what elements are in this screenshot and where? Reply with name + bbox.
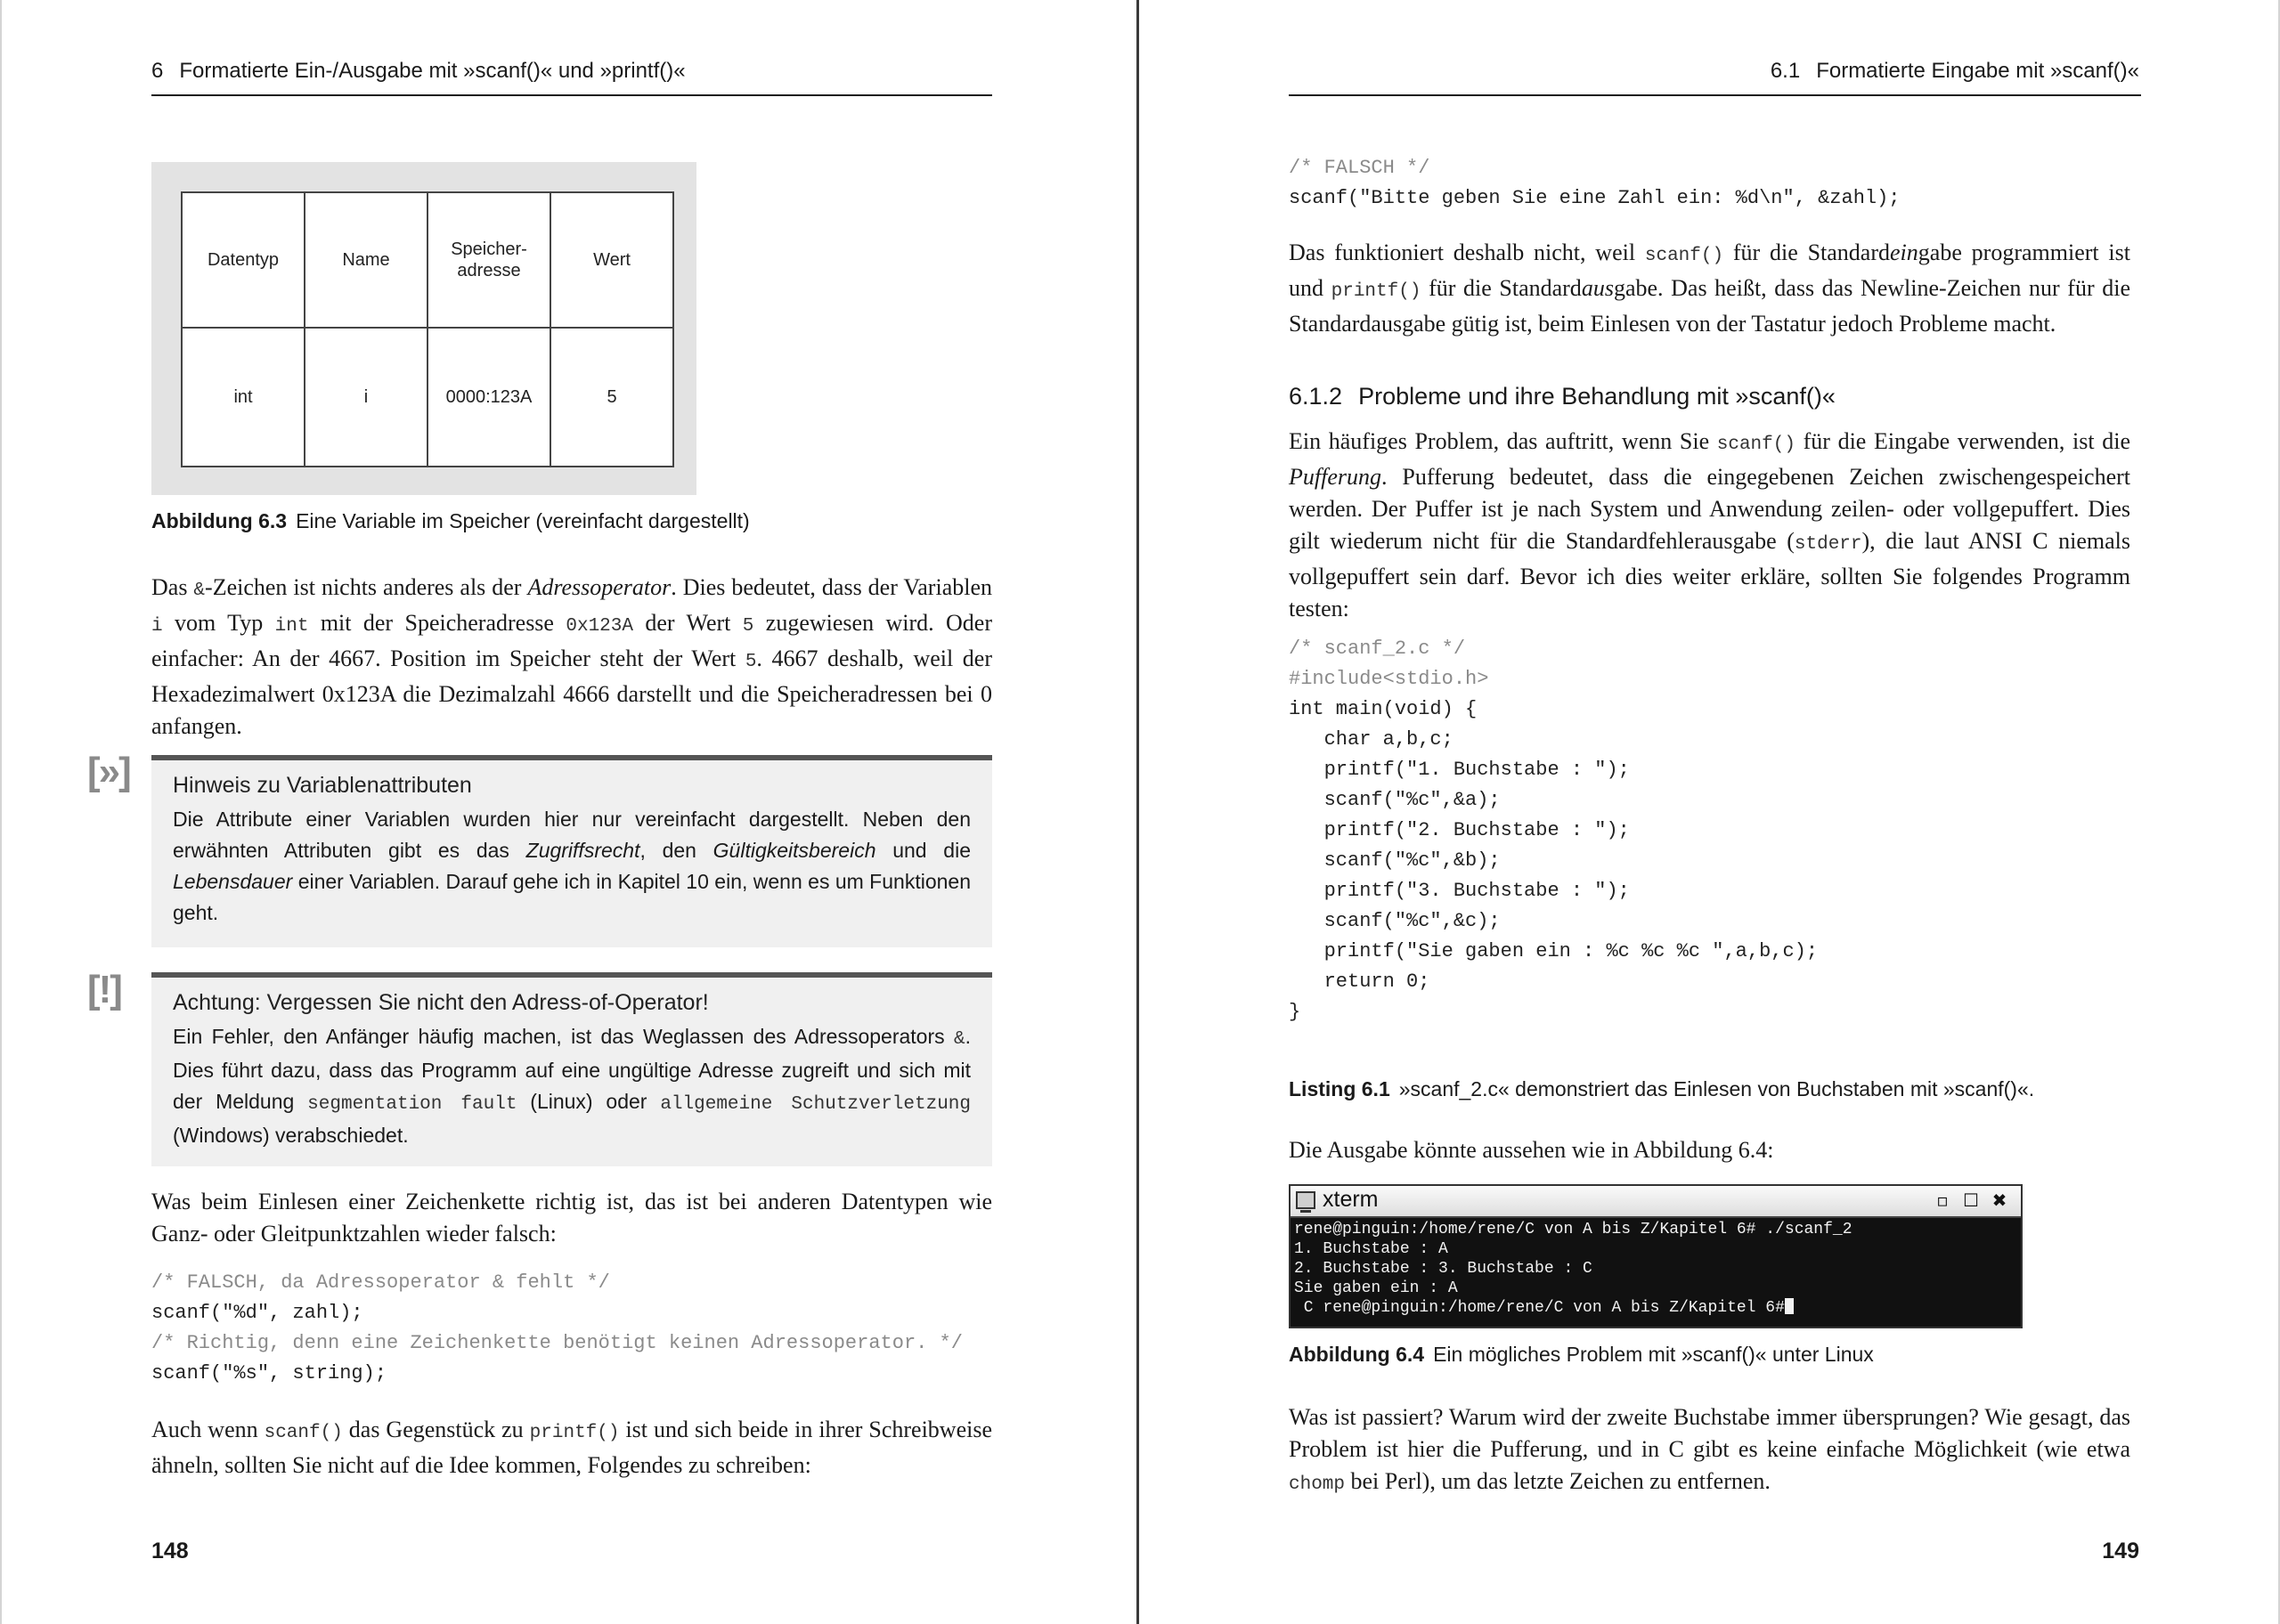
text: , den (639, 839, 713, 862)
code-line: printf("Sie gaben ein : %c %c %c ",a,b,c); (1289, 940, 1819, 962)
code-text: scanf("%s", string); (151, 1362, 387, 1384)
paragraph: Was beim Einlesen einer Zeichenkette richtig ist, das ist bei anderen Datentypen wie Ganz- oder Gleitpunktzahlen wieder falsch: (151, 1189, 992, 1246)
text: Auch wenn (151, 1417, 265, 1442)
table-cell: i (305, 328, 428, 467)
code-comment: /* Richtig, denn eine Zeichenkette benötigt keinen Adressoperator. */ (151, 1332, 963, 1354)
inline-code: printf() (1331, 281, 1421, 302)
chapter-number: 6 (151, 59, 164, 83)
running-head (151, 59, 686, 84)
code-line: /* scanf_2.c */ (1289, 637, 1466, 660)
header-rule (151, 94, 992, 96)
code-line: printf("1. Buchstabe : "); (1289, 759, 1630, 781)
code-line: scanf("%c",&b); (1289, 849, 1501, 872)
terminal-line: 1. Buchstabe : A (1294, 1240, 1448, 1258)
emphasis: ein (1890, 240, 1918, 265)
code-line: scanf("Bitte geben Sie eine Zahl ein: %d\n", &zahl); (1289, 187, 1901, 209)
emphasis: Zugriffsrecht (525, 839, 640, 862)
inline-code: stderr (1794, 534, 1862, 555)
inline-code: i (151, 616, 163, 637)
caption-text: »scanf_2.c« demonstriert das Einlesen von Buchstaben mit »scanf()«. (1398, 1077, 2035, 1100)
hint-box (151, 755, 992, 947)
xterm-titlebar (1291, 1186, 2021, 1218)
terminal-line: Sie gaben ein : A (1294, 1279, 1458, 1297)
page-number: 148 (151, 1539, 189, 1563)
text: gabe. Das heißt, dass das Newline-Zeichen nur für die Standardausgabe gütig ist, beim Einlesen von der Tastatur jedoch Probleme macht. (1289, 275, 2131, 337)
code-line (151, 1359, 963, 1389)
warning-icon: [!] (87, 968, 121, 1011)
code-line: return 0; (1289, 970, 1430, 993)
paragraph (1289, 1401, 2130, 1501)
left-page (0, 0, 1138, 1624)
terminal-cursor (1785, 1298, 1794, 1314)
inline-code: allgemeine Schutzverletzung (660, 1094, 972, 1115)
warning-text (173, 1021, 971, 1151)
close-icon[interactable]: ✖ (1991, 1190, 2007, 1211)
caption-label: Abbildung 6.4 (1289, 1343, 1425, 1366)
emphasis: Gültigkeitsbereich (712, 839, 876, 862)
text: gabe programmiert ist und (1289, 240, 2130, 301)
text: bei Perl), um das letzte Zeichen zu entfernen. (1345, 1468, 1771, 1494)
paragraph (151, 572, 992, 743)
inline-code: scanf() (1644, 246, 1724, 266)
inline-code: & (954, 1029, 965, 1050)
caption-text: Eine Variable im Speicher (vereinfacht dargestellt) (296, 509, 750, 532)
header-rule (1289, 94, 2141, 96)
code-comment: /* FALSCH */ (1289, 157, 1430, 179)
emphasis: Lebensdauer (173, 870, 293, 893)
header-address-l2: adresse (457, 261, 521, 280)
emphasis: Pufferung (1289, 464, 1381, 490)
text: und die (875, 839, 971, 862)
inline-code: 0x123A (566, 616, 633, 637)
hint-title: Hinweis zu Variablenattributen (173, 773, 472, 798)
page-number: 149 (2102, 1539, 2139, 1563)
code-line (151, 1298, 963, 1328)
code-line: #include<stdio.h> (1289, 668, 1489, 690)
code-line: char a,b,c; (1289, 728, 1454, 751)
chapter-title: Formatierte Ein-/Ausgabe mit »scanf()« und »printf()« (179, 59, 686, 83)
emphasis: Adressoperator (527, 574, 672, 600)
text: ist und sich beide in ihrer Schreibweise ähneln, sollten Sie nicht auf die Idee kommen, Folgendes zu schreiben: (151, 1417, 992, 1478)
text: . Dies führt dazu, dass das Programm auf eine ungültige Adresse zugreift und sich mit der Meldung (173, 1025, 971, 1113)
inline-code: scanf() (264, 1423, 343, 1443)
terminal-line: 2. Buchstabe : 3. Buchstabe : C (1294, 1260, 1592, 1278)
text: Was ist passiert? Warum wird der zweite Buchstabe immer übersprungen? Wie gesagt, das Problem ist hier die Pufferung, und in C gibt es keine einfache Möglichkeit (wie etwa (1289, 1404, 2130, 1462)
caption-text: Ein mögliches Problem mit »scanf()« unter Linux (1433, 1343, 1874, 1366)
warning-box (151, 972, 992, 1166)
text: . Dies bedeutet, dass der Variablen (671, 574, 992, 600)
text: (Linux) oder (517, 1090, 661, 1113)
text: der Wert (633, 610, 743, 636)
code-text: scanf("%d", zahl); (151, 1302, 363, 1324)
text: ), die laut ANSI C niemals vollgepuffert sein darf. Bevor ich dies weiter erkläre, sollten Sie folgendes Programm testen: (1289, 528, 2130, 621)
table-header: Name (305, 192, 428, 328)
inline-code: 5 (745, 652, 757, 672)
table-header: Wert (550, 192, 673, 328)
text: für die Standard (1723, 240, 1891, 265)
table-header: Datentyp (182, 192, 305, 328)
warning-title: Achtung: Vergessen Sie nicht den Adress-of-Operator! (173, 990, 709, 1015)
paragraph (1289, 426, 2130, 625)
text: vom Typ (162, 610, 275, 636)
code-line (151, 1268, 963, 1298)
listing-caption (1289, 1077, 2034, 1101)
table-cell: 0000:123A (428, 328, 550, 467)
code-line: scanf("%c",&a); (1289, 789, 1501, 811)
code-line: printf("2. Buchstabe : "); (1289, 819, 1630, 841)
code-listing (1289, 634, 1818, 1027)
text: das Gegenstück zu (342, 1417, 530, 1442)
header-address-l1: Speicher- (451, 240, 527, 259)
figure-variable-in-memory (151, 162, 696, 495)
hint-text (173, 804, 971, 929)
inline-code: chomp (1289, 1474, 1346, 1495)
table-cell: 5 (550, 328, 673, 467)
code-block (151, 1268, 963, 1389)
code-line: } (1289, 1001, 1301, 1023)
section-number: 6.1 (1770, 59, 1801, 83)
text: . Pufferung bedeutet, dass die eingegebenen Zeichen zwischengespeichert werden. Der Puffer ist je nach System und Anwendung zeilen- oder vollgepuffert. Dies gilt wiederum nicht für die Standardfehlerausgabe ( (1289, 464, 2130, 554)
text: . 4667 deshalb, weil der Hexadezimalwert 0x123A die Dezimalzahl 4666 darstellt und die Speicheradressen bei 0 anfangen. (151, 646, 992, 739)
terminal-prompt: C rene@pinguin:/home/rene/C von A bis Z/Kapitel 6# (1294, 1299, 1785, 1317)
running-head (1771, 59, 2139, 84)
xterm-title: xterm (1323, 1187, 1379, 1212)
emphasis: aus (1581, 275, 1614, 301)
section-heading-title: Probleme und ihre Behandlung mit »scanf()« (1358, 383, 1836, 410)
text: (Windows) verabschiedet. (173, 1124, 409, 1147)
section-heading-number: 6.1.2 (1289, 383, 1343, 410)
code-comment: /* FALSCH, da Adressoperator & fehlt */ (151, 1271, 610, 1294)
minimize-icon[interactable]: ▫ (1936, 1190, 1949, 1211)
text: für die Standard (1421, 275, 1582, 301)
text: zugewiesen wird. Oder einfacher: An der 4667. Position im Speicher steht der Wert (151, 610, 993, 671)
xterm-window (1289, 1184, 2023, 1328)
paragraph (151, 1414, 992, 1482)
inline-code: scanf() (1716, 434, 1796, 455)
hint-icon: [»] (87, 750, 130, 793)
caption-label: Abbildung 6.3 (151, 509, 288, 532)
figure-caption (1289, 1343, 1874, 1367)
inline-code: segmentation fault (307, 1094, 517, 1115)
inline-code: & (193, 581, 206, 601)
code-line: int main(void) { (1289, 698, 1478, 720)
section-title: Formatierte Eingabe mit »scanf()« (1816, 59, 2139, 83)
code-block (1289, 153, 1901, 214)
text: für die Eingabe verwenden, ist die (1795, 428, 2130, 454)
code-line: printf("3. Buchstabe : "); (1289, 880, 1630, 902)
caption-label: Listing 6.1 (1289, 1077, 1390, 1100)
memory-table (181, 191, 674, 467)
text: Das (151, 574, 194, 600)
text: Das funktioniert deshalb nicht, weil (1289, 240, 1645, 265)
book-spine (1136, 0, 1139, 1624)
text: einer Variablen. Darauf gehe ich in Kapitel 10 ein, wenn es um Funktionen geht. (173, 870, 971, 924)
inline-code: int (274, 616, 309, 637)
code-line: scanf("%c",&c); (1289, 910, 1501, 932)
maximize-icon[interactable]: ☐ (1963, 1190, 1979, 1211)
table-cell: int (182, 328, 305, 467)
terminal-line: rene@pinguin:/home/rene/C von A bis Z/Kapitel 6# ./scanf_2 (1294, 1221, 1852, 1238)
text: Ein häufiges Problem, das auftritt, wenn Sie (1289, 428, 1717, 454)
text: Ein Fehler, den Anfänger häufig machen, ist das Weglassen des Adressoperators (173, 1025, 954, 1048)
text: -Zeichen ist nichts anderes als der (205, 574, 528, 600)
right-page (1140, 0, 2280, 1624)
terminal-icon (1296, 1191, 1315, 1209)
text: Die Attribute einer Variablen wurden hier nur vereinfacht dargestellt. Neben den erwähnten Attributen gibt es das (173, 808, 971, 862)
inline-code: printf() (529, 1423, 620, 1443)
code-line (151, 1328, 963, 1359)
figure-caption (151, 509, 750, 533)
text: mit der Speicheradresse (308, 610, 566, 636)
table-header (428, 192, 550, 328)
terminal-output (1291, 1218, 2021, 1320)
section-heading (1289, 383, 1836, 410)
paragraph: Die Ausgabe könnte aussehen wie in Abbildung 6.4: (1289, 1137, 1774, 1163)
paragraph (1289, 237, 2130, 340)
terminal-line (1294, 1298, 2017, 1318)
inline-code: 5 (742, 616, 754, 637)
